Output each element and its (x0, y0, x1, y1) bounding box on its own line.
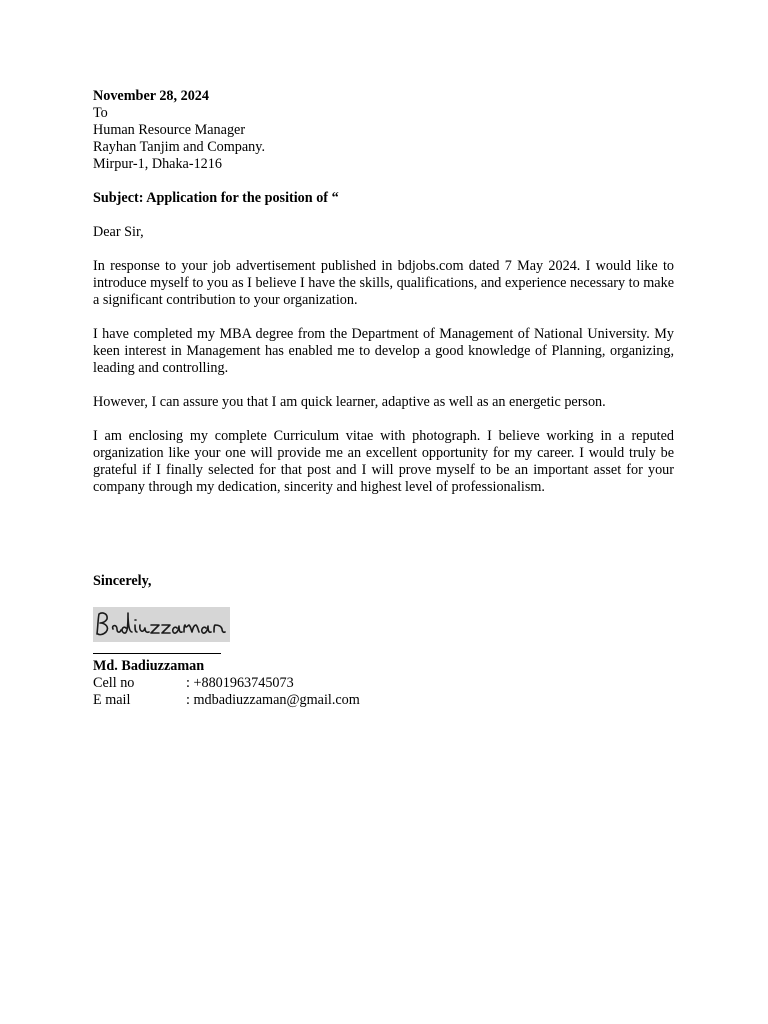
signer-block (93, 658, 493, 709)
cell-row (93, 675, 493, 692)
signature-image (93, 607, 230, 642)
to-line: To (93, 105, 108, 121)
subject-line: Subject: Application for the position of “ (93, 190, 339, 206)
paragraph-education: I have completed my MBA degree from the Department of Management of National University. My keen interest in Management has enabled me to develop a good knowledge of Planning, organizing, leading and controlling. (93, 326, 674, 376)
email-row (93, 692, 493, 709)
signature-rule (93, 653, 221, 654)
cell-value: : +8801963745073 (186, 675, 294, 691)
letter-body (93, 88, 674, 496)
paragraph-qualities: However, I can assure you that I am quick learner, adaptive as well as an energetic person. (93, 394, 606, 410)
signer-name: Md. Badiuzzaman (93, 658, 205, 674)
email-label: E mail (93, 692, 131, 708)
closing: Sincerely, (93, 573, 152, 589)
paragraph-enclosure: I am enclosing my complete Curriculum vitae with photograph. I believe working in a reputed organization like your one will provide me an excellent opportunity for my career. I would truly be grateful if I finally selected for that post and I will prove myself to be an important asset for your company through my dedication, sincerity and highest level of professionalism. (93, 428, 674, 495)
recipient-title: Human Resource Manager (93, 122, 246, 138)
paragraph-intro: In response to your job advertisement published in bdjobs.com dated 7 May 2024. I would like to introduce myself to you as I believe I have the skills, qualifications, and experience necessary to make a significant contribution to your organization. (93, 258, 674, 308)
cell-label: Cell no (93, 675, 135, 691)
recipient-address: Mirpur-1, Dhaka-1216 (93, 156, 222, 172)
recipient-company: Rayhan Tanjim and Company. (93, 139, 265, 155)
email-value: : mdbadiuzzaman@gmail.com (186, 692, 360, 708)
salutation: Dear Sir, (93, 224, 144, 240)
closing-block (93, 573, 493, 590)
letter-date: November 28, 2024 (93, 88, 209, 104)
